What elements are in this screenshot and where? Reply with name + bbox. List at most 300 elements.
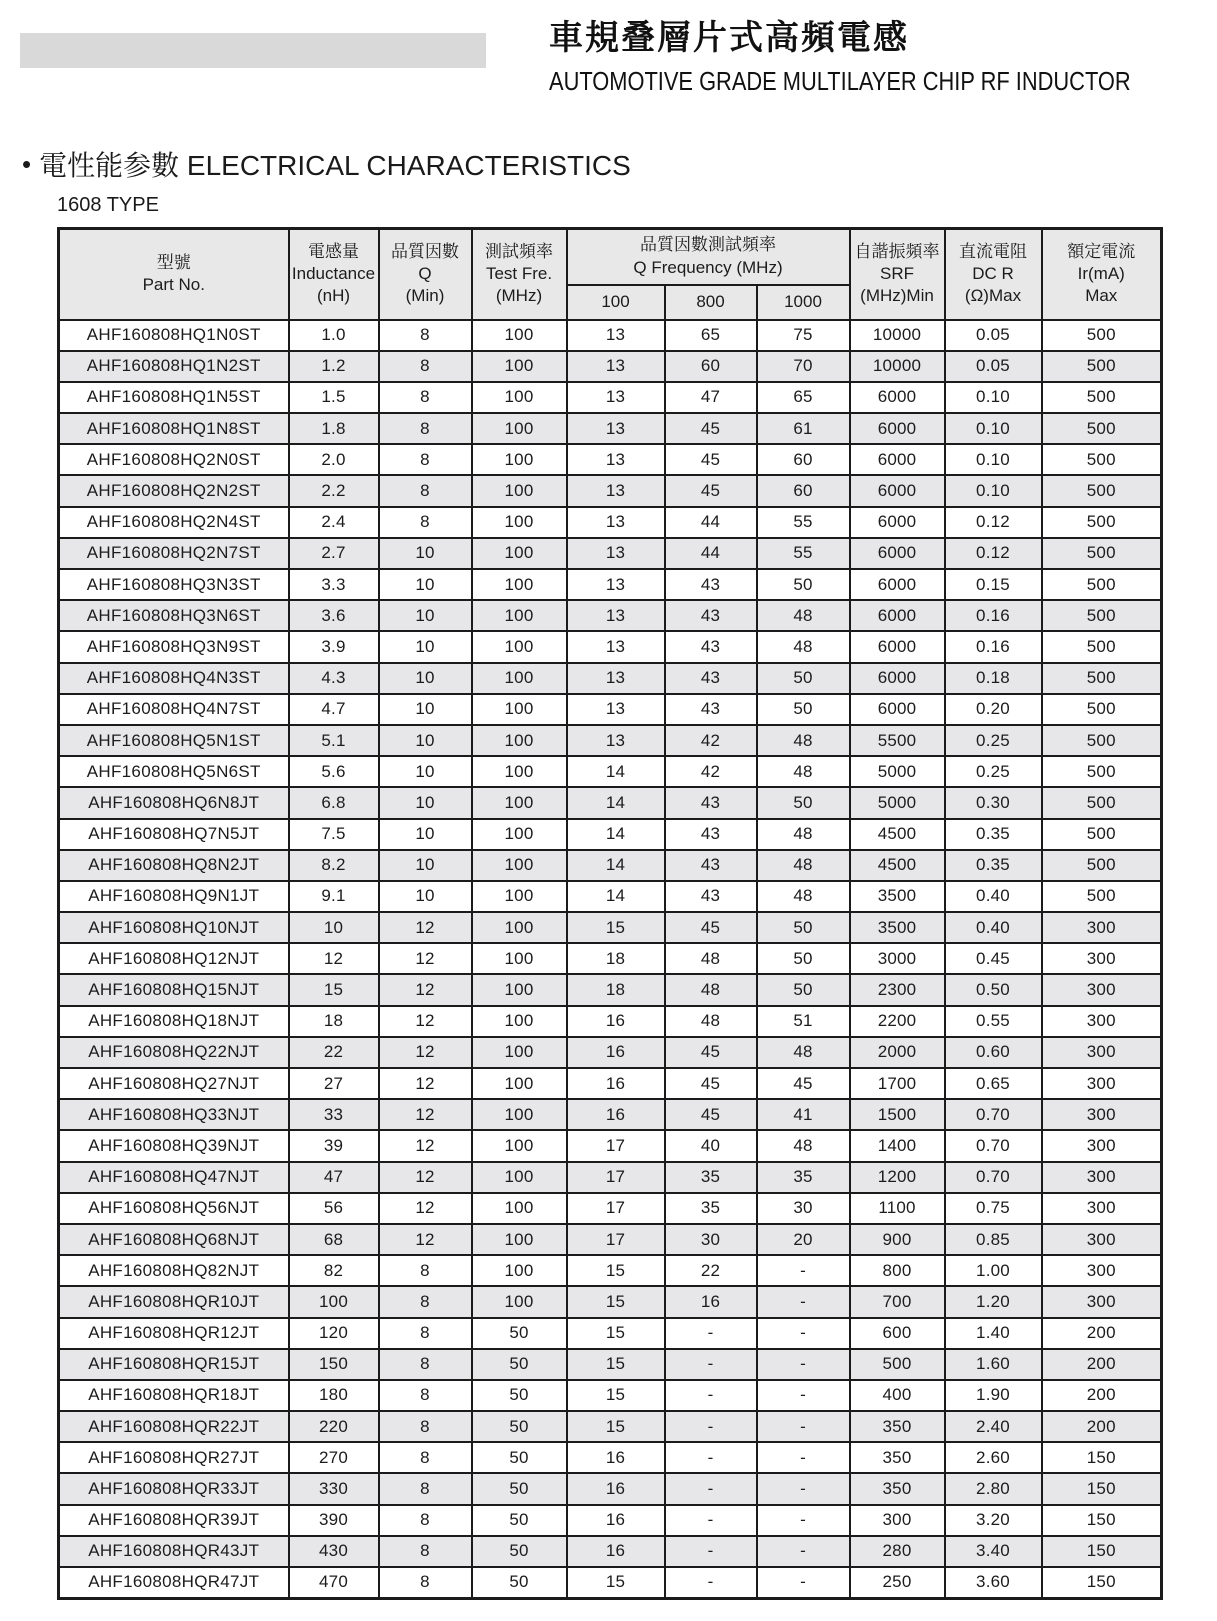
- table-row: [59, 787, 1162, 818]
- value-cell: 8: [379, 382, 472, 413]
- value-cell: 50: [472, 1411, 567, 1442]
- col-header-qfreq-100: 100: [567, 285, 665, 320]
- table-row: [59, 1473, 1162, 1504]
- value-cell: 100: [472, 974, 567, 1005]
- value-cell: 0.70: [945, 1099, 1042, 1130]
- col-header-part-no-en: Part No.: [142, 275, 205, 295]
- value-cell: 6000: [850, 600, 945, 631]
- table-row: [59, 1505, 1162, 1536]
- value-cell: 10: [379, 600, 472, 631]
- value-cell: 13: [567, 600, 665, 631]
- col-header-q-en: Q: [418, 264, 432, 284]
- value-cell: 16: [567, 1505, 665, 1536]
- value-cell: 0.12: [945, 538, 1042, 569]
- table-row: [59, 1068, 1162, 1099]
- value-cell: 1700: [850, 1068, 945, 1099]
- value-cell: 100: [472, 943, 567, 974]
- value-cell: 100: [472, 694, 567, 725]
- value-cell: 35: [665, 1193, 757, 1224]
- value-cell: 13: [567, 320, 665, 351]
- value-cell: 43: [665, 787, 757, 818]
- value-cell: 8: [379, 351, 472, 382]
- col-header-inductance: [289, 229, 379, 320]
- value-cell: 0.10: [945, 382, 1042, 413]
- part-no-cell: AHF160808HQ1N5ST: [59, 382, 289, 413]
- value-cell: 8: [379, 1536, 472, 1567]
- part-no-cell: AHF160808HQ1N0ST: [59, 320, 289, 351]
- value-cell: 2.40: [945, 1411, 1042, 1442]
- value-cell: 44: [665, 538, 757, 569]
- table-row: [59, 538, 1162, 569]
- value-cell: 300: [1042, 1193, 1162, 1224]
- value-cell: 150: [1042, 1505, 1162, 1536]
- part-no-cell: AHF160808HQ3N3ST: [59, 569, 289, 600]
- value-cell: 12: [379, 1162, 472, 1193]
- value-cell: 12: [379, 1193, 472, 1224]
- value-cell: 48: [757, 631, 850, 662]
- value-cell: 3000: [850, 943, 945, 974]
- value-cell: 6000: [850, 538, 945, 569]
- value-cell: -: [757, 1318, 850, 1349]
- value-cell: -: [757, 1255, 850, 1286]
- table-row: [59, 1037, 1162, 1068]
- value-cell: 16: [567, 1037, 665, 1068]
- value-cell: 8: [379, 1411, 472, 1442]
- value-cell: 100: [472, 1099, 567, 1130]
- value-cell: 48: [665, 1006, 757, 1037]
- value-cell: 8: [379, 475, 472, 506]
- part-no-cell: AHF160808HQ56NJT: [59, 1193, 289, 1224]
- table-row: [59, 382, 1162, 413]
- part-no-cell: AHF160808HQR43JT: [59, 1536, 289, 1567]
- value-cell: 56: [289, 1193, 379, 1224]
- value-cell: 300: [1042, 1068, 1162, 1099]
- value-cell: 14: [567, 787, 665, 818]
- col-header-ir-en: Ir(mA): [1077, 264, 1125, 284]
- part-no-cell: AHF160808HQ2N0ST: [59, 444, 289, 475]
- value-cell: -: [665, 1318, 757, 1349]
- value-cell: 3.9: [289, 631, 379, 662]
- value-cell: 13: [567, 694, 665, 725]
- value-cell: -: [757, 1567, 850, 1598]
- table-row: [59, 507, 1162, 538]
- value-cell: 1.40: [945, 1318, 1042, 1349]
- value-cell: 120: [289, 1318, 379, 1349]
- table-row: [59, 1349, 1162, 1380]
- value-cell: 42: [665, 725, 757, 756]
- value-cell: 17: [567, 1193, 665, 1224]
- value-cell: 45: [665, 475, 757, 506]
- value-cell: 14: [567, 850, 665, 881]
- table-row: [59, 1536, 1162, 1567]
- value-cell: 500: [1042, 631, 1162, 662]
- col-header-inductance-en: Inductance: [291, 264, 376, 284]
- value-cell: 8: [379, 1380, 472, 1411]
- value-cell: 47: [289, 1162, 379, 1193]
- value-cell: 48: [757, 850, 850, 881]
- value-cell: 16: [665, 1286, 757, 1317]
- table-row: [59, 663, 1162, 694]
- value-cell: 1.90: [945, 1380, 1042, 1411]
- value-cell: 350: [850, 1473, 945, 1504]
- value-cell: 12: [289, 943, 379, 974]
- value-cell: 0.65: [945, 1068, 1042, 1099]
- value-cell: 10: [379, 569, 472, 600]
- value-cell: 100: [472, 850, 567, 881]
- value-cell: 500: [1042, 475, 1162, 506]
- value-cell: 220: [289, 1411, 379, 1442]
- value-cell: 300: [1042, 912, 1162, 943]
- value-cell: 55: [757, 507, 850, 538]
- part-no-cell: AHF160808HQ3N9ST: [59, 631, 289, 662]
- value-cell: 43: [665, 881, 757, 912]
- value-cell: 1200: [850, 1162, 945, 1193]
- value-cell: 2200: [850, 1006, 945, 1037]
- part-no-cell: AHF160808HQ7N5JT: [59, 819, 289, 850]
- value-cell: 8: [379, 1505, 472, 1536]
- value-cell: 300: [1042, 1162, 1162, 1193]
- value-cell: 16: [567, 1536, 665, 1567]
- value-cell: 47: [665, 382, 757, 413]
- value-cell: 17: [567, 1224, 665, 1255]
- table-row: [59, 694, 1162, 725]
- col-header-test-fre-zh: 測試頻率: [485, 241, 553, 261]
- table-row: [59, 1255, 1162, 1286]
- value-cell: 100: [289, 1286, 379, 1317]
- value-cell: 50: [757, 974, 850, 1005]
- value-cell: -: [757, 1380, 850, 1411]
- col-header-inductance-unit: (nH): [316, 286, 351, 306]
- value-cell: -: [665, 1442, 757, 1473]
- value-cell: 600: [850, 1318, 945, 1349]
- value-cell: 500: [1042, 507, 1162, 538]
- value-cell: 15: [567, 1255, 665, 1286]
- value-cell: 16: [567, 1099, 665, 1130]
- value-cell: 8: [379, 1349, 472, 1380]
- value-cell: 51: [757, 1006, 850, 1037]
- table-row: [59, 881, 1162, 912]
- value-cell: 500: [1042, 351, 1162, 382]
- value-cell: -: [757, 1286, 850, 1317]
- value-cell: 6000: [850, 631, 945, 662]
- value-cell: 1500: [850, 1099, 945, 1130]
- value-cell: 200: [1042, 1349, 1162, 1380]
- part-no-cell: AHF160808HQ27NJT: [59, 1068, 289, 1099]
- value-cell: 100: [472, 351, 567, 382]
- value-cell: 35: [757, 1162, 850, 1193]
- value-cell: -: [665, 1349, 757, 1380]
- value-cell: 500: [1042, 663, 1162, 694]
- value-cell: 5500: [850, 725, 945, 756]
- doc-header: [549, 10, 1209, 97]
- value-cell: 65: [757, 382, 850, 413]
- value-cell: 8: [379, 444, 472, 475]
- part-no-cell: AHF160808HQR12JT: [59, 1318, 289, 1349]
- value-cell: -: [757, 1411, 850, 1442]
- value-cell: 100: [472, 756, 567, 787]
- value-cell: 0.85: [945, 1224, 1042, 1255]
- value-cell: 6000: [850, 444, 945, 475]
- value-cell: 16: [567, 1068, 665, 1099]
- value-cell: 60: [665, 351, 757, 382]
- value-cell: 200: [1042, 1318, 1162, 1349]
- value-cell: 43: [665, 631, 757, 662]
- table-row: [59, 1567, 1162, 1598]
- value-cell: 12: [379, 943, 472, 974]
- value-cell: -: [665, 1505, 757, 1536]
- value-cell: 1.8: [289, 413, 379, 444]
- value-cell: 100: [472, 881, 567, 912]
- col-header-qfreq-800: 800: [665, 285, 757, 320]
- col-header-q: [379, 229, 472, 320]
- table-row: [59, 1099, 1162, 1130]
- value-cell: 0.16: [945, 600, 1042, 631]
- value-cell: 0.75: [945, 1193, 1042, 1224]
- part-no-cell: AHF160808HQR39JT: [59, 1505, 289, 1536]
- value-cell: 2000: [850, 1037, 945, 1068]
- value-cell: 43: [665, 819, 757, 850]
- value-cell: 0.10: [945, 413, 1042, 444]
- value-cell: 70: [757, 351, 850, 382]
- value-cell: 6.8: [289, 787, 379, 818]
- value-cell: 8: [379, 1318, 472, 1349]
- col-header-srf-zh: 自諧振頻率: [854, 241, 940, 261]
- value-cell: 10: [379, 756, 472, 787]
- value-cell: 48: [757, 600, 850, 631]
- value-cell: 44: [665, 507, 757, 538]
- value-cell: 0.10: [945, 444, 1042, 475]
- col-header-dcr-zh: 直流電阻: [959, 241, 1027, 261]
- value-cell: 0.10: [945, 475, 1042, 506]
- value-cell: 5.1: [289, 725, 379, 756]
- value-cell: 0.60: [945, 1037, 1042, 1068]
- value-cell: 0.18: [945, 663, 1042, 694]
- value-cell: 35: [665, 1162, 757, 1193]
- table-row: [59, 413, 1162, 444]
- part-no-cell: AHF160808HQR27JT: [59, 1442, 289, 1473]
- value-cell: 13: [567, 538, 665, 569]
- col-header-ir-unit: Max: [1085, 286, 1118, 306]
- value-cell: 3.20: [945, 1505, 1042, 1536]
- table-row: [59, 320, 1162, 351]
- value-cell: 100: [472, 538, 567, 569]
- value-cell: 61: [757, 413, 850, 444]
- value-cell: 12: [379, 912, 472, 943]
- part-no-cell: AHF160808HQ1N2ST: [59, 351, 289, 382]
- value-cell: 50: [757, 912, 850, 943]
- value-cell: 2.4: [289, 507, 379, 538]
- value-cell: 65: [665, 320, 757, 351]
- table-row: [59, 475, 1162, 506]
- part-no-cell: AHF160808HQ2N4ST: [59, 507, 289, 538]
- value-cell: 2300: [850, 974, 945, 1005]
- value-cell: 2.80: [945, 1473, 1042, 1504]
- table-row: [59, 569, 1162, 600]
- value-cell: 82: [289, 1255, 379, 1286]
- table-row: [59, 1286, 1162, 1317]
- col-header-srf-unit: (MHz)Min: [860, 286, 934, 306]
- value-cell: 150: [1042, 1567, 1162, 1598]
- value-cell: 13: [567, 725, 665, 756]
- value-cell: 500: [1042, 787, 1162, 818]
- value-cell: 180: [289, 1380, 379, 1411]
- part-no-cell: AHF160808HQ22NJT: [59, 1037, 289, 1068]
- value-cell: 150: [1042, 1473, 1162, 1504]
- value-cell: -: [757, 1536, 850, 1567]
- part-no-cell: AHF160808HQ4N3ST: [59, 663, 289, 694]
- value-cell: 2.60: [945, 1442, 1042, 1473]
- value-cell: 500: [1042, 850, 1162, 881]
- value-cell: 45: [665, 444, 757, 475]
- col-header-q-unit: (Min): [405, 286, 445, 306]
- value-cell: 430: [289, 1536, 379, 1567]
- table-row: [59, 1162, 1162, 1193]
- doc-title-zh: 車規叠層片式高頻電感: [549, 19, 909, 57]
- table-row: [59, 351, 1162, 382]
- value-cell: 16: [567, 1473, 665, 1504]
- value-cell: 800: [850, 1255, 945, 1286]
- doc-title-en: AUTOMOTIVE GRADE MULTILAYER CHIP RF INDUCTOR: [549, 66, 1131, 96]
- value-cell: 13: [567, 475, 665, 506]
- value-cell: 1100: [850, 1193, 945, 1224]
- table-row: [59, 1224, 1162, 1255]
- value-cell: 0.25: [945, 725, 1042, 756]
- value-cell: 75: [757, 320, 850, 351]
- value-cell: 0.40: [945, 881, 1042, 912]
- value-cell: 500: [1042, 569, 1162, 600]
- value-cell: 7.5: [289, 819, 379, 850]
- value-cell: 280: [850, 1536, 945, 1567]
- value-cell: 10: [379, 787, 472, 818]
- value-cell: 500: [1042, 694, 1162, 725]
- value-cell: 3.60: [945, 1567, 1042, 1598]
- value-cell: 9.1: [289, 881, 379, 912]
- value-cell: 150: [1042, 1442, 1162, 1473]
- value-cell: 200: [1042, 1380, 1162, 1411]
- value-cell: -: [757, 1442, 850, 1473]
- table-row: [59, 1442, 1162, 1473]
- value-cell: 4.3: [289, 663, 379, 694]
- value-cell: 6000: [850, 507, 945, 538]
- part-no-cell: AHF160808HQR33JT: [59, 1473, 289, 1504]
- part-no-cell: AHF160808HQ12NJT: [59, 943, 289, 974]
- value-cell: 60: [757, 444, 850, 475]
- value-cell: 100: [472, 1255, 567, 1286]
- value-cell: 10: [379, 694, 472, 725]
- col-header-test-fre-en: Test Fre.: [485, 264, 553, 284]
- value-cell: 45: [665, 413, 757, 444]
- value-cell: 100: [472, 1068, 567, 1099]
- value-cell: 18: [289, 1006, 379, 1037]
- value-cell: 6000: [850, 475, 945, 506]
- value-cell: 10000: [850, 351, 945, 382]
- value-cell: 0.40: [945, 912, 1042, 943]
- value-cell: 6000: [850, 663, 945, 694]
- value-cell: 16: [567, 1006, 665, 1037]
- value-cell: 1400: [850, 1130, 945, 1161]
- value-cell: 13: [567, 569, 665, 600]
- value-cell: 100: [472, 413, 567, 444]
- value-cell: 3500: [850, 881, 945, 912]
- value-cell: 900: [850, 1224, 945, 1255]
- value-cell: 3500: [850, 912, 945, 943]
- value-cell: 300: [1042, 1255, 1162, 1286]
- col-header-qfreq-1000: 1000: [757, 285, 850, 320]
- value-cell: 10000: [850, 320, 945, 351]
- value-cell: 0.50: [945, 974, 1042, 1005]
- value-cell: 6000: [850, 694, 945, 725]
- value-cell: 48: [757, 1037, 850, 1068]
- value-cell: 40: [665, 1130, 757, 1161]
- value-cell: 100: [472, 819, 567, 850]
- col-header-q-frequency-group: [567, 229, 850, 285]
- value-cell: 500: [1042, 600, 1162, 631]
- value-cell: 8: [379, 413, 472, 444]
- value-cell: 300: [1042, 974, 1162, 1005]
- value-cell: 8: [379, 507, 472, 538]
- part-no-cell: AHF160808HQ10NJT: [59, 912, 289, 943]
- value-cell: 1.5: [289, 382, 379, 413]
- value-cell: 48: [665, 943, 757, 974]
- value-cell: 390: [289, 1505, 379, 1536]
- value-cell: 14: [567, 881, 665, 912]
- value-cell: 0.70: [945, 1130, 1042, 1161]
- value-cell: 300: [1042, 1286, 1162, 1317]
- part-no-cell: AHF160808HQ47NJT: [59, 1162, 289, 1193]
- table-row: [59, 1411, 1162, 1442]
- table-row: [59, 756, 1162, 787]
- table-row: [59, 912, 1162, 943]
- part-no-cell: AHF160808HQ8N2JT: [59, 850, 289, 881]
- table-row: [59, 1193, 1162, 1224]
- value-cell: 100: [472, 1224, 567, 1255]
- value-cell: 15: [567, 1567, 665, 1598]
- part-no-cell: AHF160808HQ5N1ST: [59, 725, 289, 756]
- value-cell: 100: [472, 600, 567, 631]
- value-cell: 18: [567, 943, 665, 974]
- value-cell: 12: [379, 974, 472, 1005]
- table-row: [59, 943, 1162, 974]
- value-cell: 10: [379, 850, 472, 881]
- value-cell: 300: [1042, 1006, 1162, 1037]
- value-cell: 15: [567, 1286, 665, 1317]
- electrical-characteristics-table: [57, 227, 1163, 1600]
- value-cell: 350: [850, 1411, 945, 1442]
- value-cell: 150: [289, 1349, 379, 1380]
- value-cell: 0.55: [945, 1006, 1042, 1037]
- value-cell: 0.16: [945, 631, 1042, 662]
- value-cell: 0.15: [945, 569, 1042, 600]
- value-cell: 2.2: [289, 475, 379, 506]
- value-cell: 10: [379, 538, 472, 569]
- value-cell: 50: [757, 787, 850, 818]
- value-cell: 4500: [850, 819, 945, 850]
- col-header-q-zh: 品質因數: [391, 241, 459, 261]
- value-cell: 500: [1042, 756, 1162, 787]
- value-cell: 470: [289, 1567, 379, 1598]
- value-cell: 22: [289, 1037, 379, 1068]
- value-cell: 5.6: [289, 756, 379, 787]
- value-cell: 15: [567, 912, 665, 943]
- value-cell: 48: [665, 974, 757, 1005]
- value-cell: 22: [665, 1255, 757, 1286]
- part-no-cell: AHF160808HQ5N6ST: [59, 756, 289, 787]
- part-no-cell: AHF160808HQR10JT: [59, 1286, 289, 1317]
- value-cell: 10: [379, 881, 472, 912]
- col-header-dcr: [945, 229, 1042, 320]
- value-cell: -: [757, 1505, 850, 1536]
- part-no-cell: AHF160808HQR47JT: [59, 1567, 289, 1598]
